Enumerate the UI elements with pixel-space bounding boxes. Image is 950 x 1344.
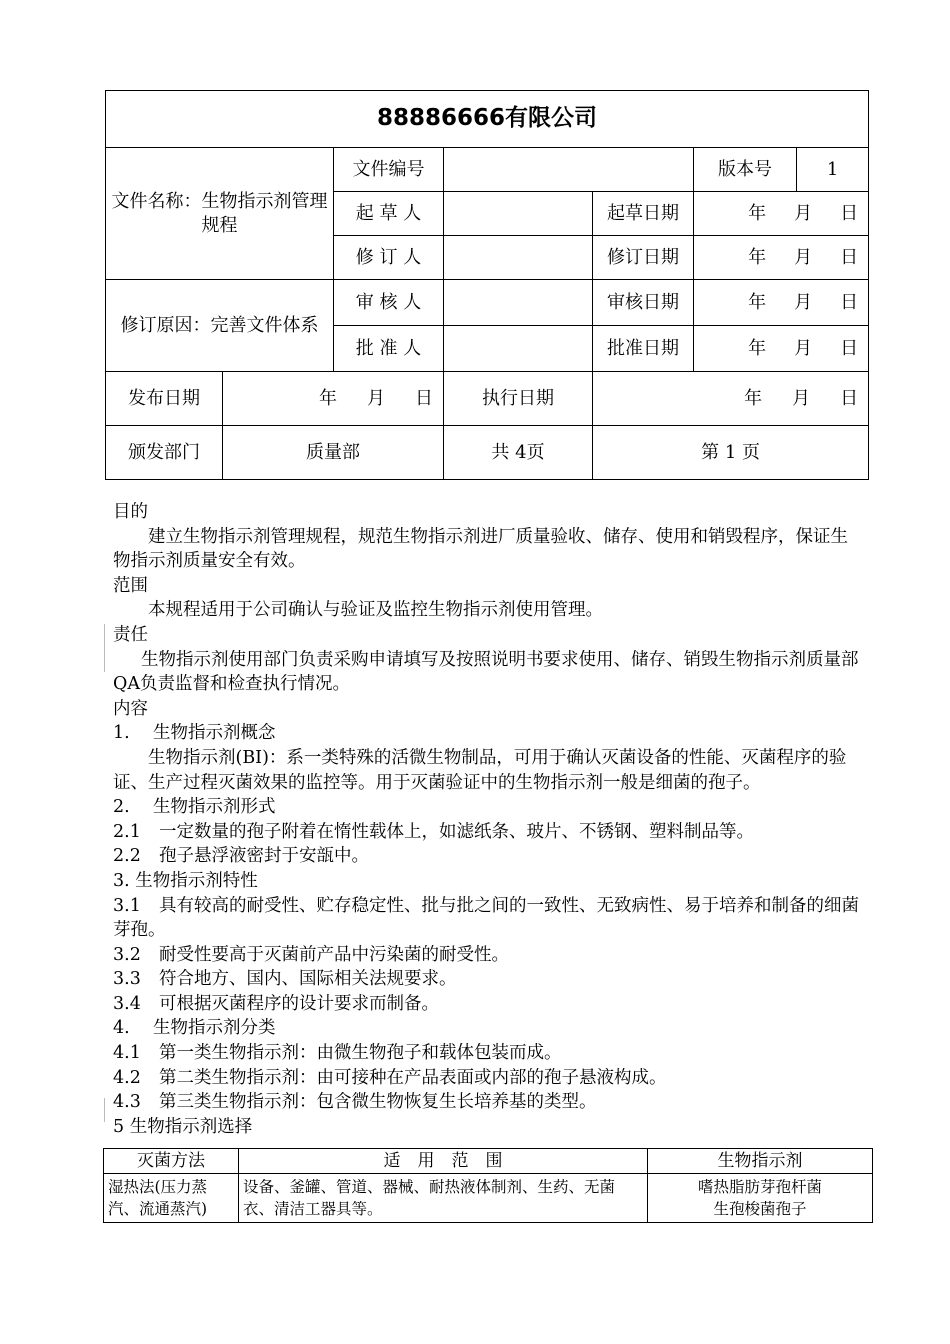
document-header-table (105, 90, 869, 480)
drafter-value (444, 192, 593, 236)
version-label: 版本号 (694, 148, 797, 192)
draft-date-value: 年 月 日 (694, 192, 869, 236)
indicator-cell: 嗜热脂肪芽孢杆菌 生孢梭菌孢子 (648, 1174, 873, 1223)
page-number: 第 1 页 (593, 426, 869, 480)
total-pages: 共 4页 (444, 426, 593, 480)
sterilization-table (103, 1148, 873, 1223)
company-title: 88886666有限公司 (106, 91, 869, 148)
scope-cell: 设备、釜罐、管道、器械、耐热液体制剂、生药、无菌衣、清洁工器具等。 (239, 1174, 648, 1223)
section-3-4: 3.4 可根据灭菌程序的设计要求而制备。 (113, 993, 439, 1014)
section-3-heading: 3. 生物指示剂特性 (113, 870, 258, 891)
scope-heading: 范围 (113, 575, 148, 596)
approve-date-label: 批准日期 (593, 326, 694, 372)
section-5-heading: 5 生物指示剂选择 (113, 1116, 253, 1137)
doc-number-value (444, 148, 694, 192)
dept-label: 颁发部门 (106, 426, 223, 480)
review-date-value: 年 月 日 (694, 280, 869, 326)
table-row (104, 1174, 873, 1223)
approver-label: 批 准 人 (334, 326, 444, 372)
section-4-3: 4.3 第三类生物指示剂：包含微生物恢复生长培养基的类型。 (113, 1092, 597, 1113)
responsibility-heading: 责任 (113, 624, 148, 645)
section-4-heading: 4. 生物指示剂分类 (113, 1018, 276, 1039)
doc-number-label: 文件编号 (334, 148, 444, 192)
revise-date-label: 修订日期 (593, 236, 694, 280)
drafter-label: 起 草 人 (334, 192, 444, 236)
revision-reason: 修订原因：完善文件体系 (106, 280, 334, 372)
section-2-2: 2.2 孢子悬浮液密封于安瓿中。 (113, 846, 369, 867)
section-4-2: 4.2 第二类生物指示剂：由可接种在产品表面或内部的孢子悬液构成。 (113, 1067, 667, 1088)
version-value: 1 (797, 148, 869, 192)
revise-date-value: 年 月 日 (694, 236, 869, 280)
content-heading: 内容 (113, 698, 148, 719)
reviewer-label: 审 核 人 (334, 280, 444, 326)
purpose-text: 建立生物指示剂管理规程，规范生物指示剂进厂质量验收、储存、使用和销毁程序，保证生物指示剂质量安全有效。 (113, 526, 848, 572)
reviser-value (444, 236, 593, 280)
section-3-3: 3.3 符合地方、国内、国际相关法规要求。 (113, 969, 457, 990)
section-4-1: 4.1 第一类生物指示剂：由微生物孢子和载体包装而成。 (113, 1043, 562, 1064)
section-3-2: 3.2 耐受性要高于灭菌前产品中污染菌的耐受性。 (113, 944, 509, 965)
issue-date-label: 发布日期 (106, 372, 223, 426)
table-header-row (104, 1149, 873, 1174)
file-name: 文件名称：生物指示剂管理规程 (106, 148, 334, 280)
section-1-heading: 1. 生物指示剂概念 (113, 723, 276, 744)
exec-date-label: 执行日期 (444, 372, 593, 426)
section-3-1: 3.1 具有较高的耐受性、贮存稳定性、批与批之间的一致性、无致病性、易于培养和制备的细菌芽孢。 (113, 895, 859, 941)
exec-date-value: 年 月 日 (593, 372, 869, 426)
approve-date-value: 年 月 日 (694, 326, 869, 372)
reviser-label: 修 订 人 (334, 236, 444, 280)
review-date-label: 审核日期 (593, 280, 694, 326)
approver-value (444, 326, 593, 372)
column-header: 生物指示剂 (648, 1149, 873, 1174)
section-2-1: 2.1 一定数量的孢子附着在惰性载体上，如滤纸条、玻片、不锈钢、塑料制品等。 (113, 821, 754, 842)
reviewer-value (444, 280, 593, 326)
issue-date-value: 年 月 日 (223, 372, 444, 426)
column-header: 灭菌方法 (104, 1149, 239, 1174)
responsibility-text: 生物指示剂使用部门负责采购申请填写及按照说明书要求使用、储存、销毁生物指示剂质量部QA负责监督和检查执行情况。 (113, 649, 859, 695)
margin-mark (104, 1098, 105, 1122)
purpose-heading: 目的 (113, 502, 148, 522)
column-header: 适 用 范 围 (239, 1149, 648, 1174)
document-body (113, 500, 863, 1139)
method-cell: 湿热法(压力蒸汽、流通蒸汽) (104, 1174, 239, 1223)
draft-date-label: 起草日期 (593, 192, 694, 236)
scope-text: 本规程适用于公司确认与验证及监控生物指示剂使用管理。 (148, 600, 603, 621)
dept-value: 质量部 (223, 426, 444, 480)
margin-mark (104, 624, 105, 672)
section-1-text: 生物指示剂(BI)：系一类特殊的活微生物制品，可用于确认灭菌设备的性能、灭菌程序的验证、生产过程灭菌效果的监控等。用于灭菌验证中的生物指示剂一般是细菌的孢子。 (113, 747, 847, 793)
section-2-heading: 2. 生物指示剂形式 (113, 797, 276, 818)
